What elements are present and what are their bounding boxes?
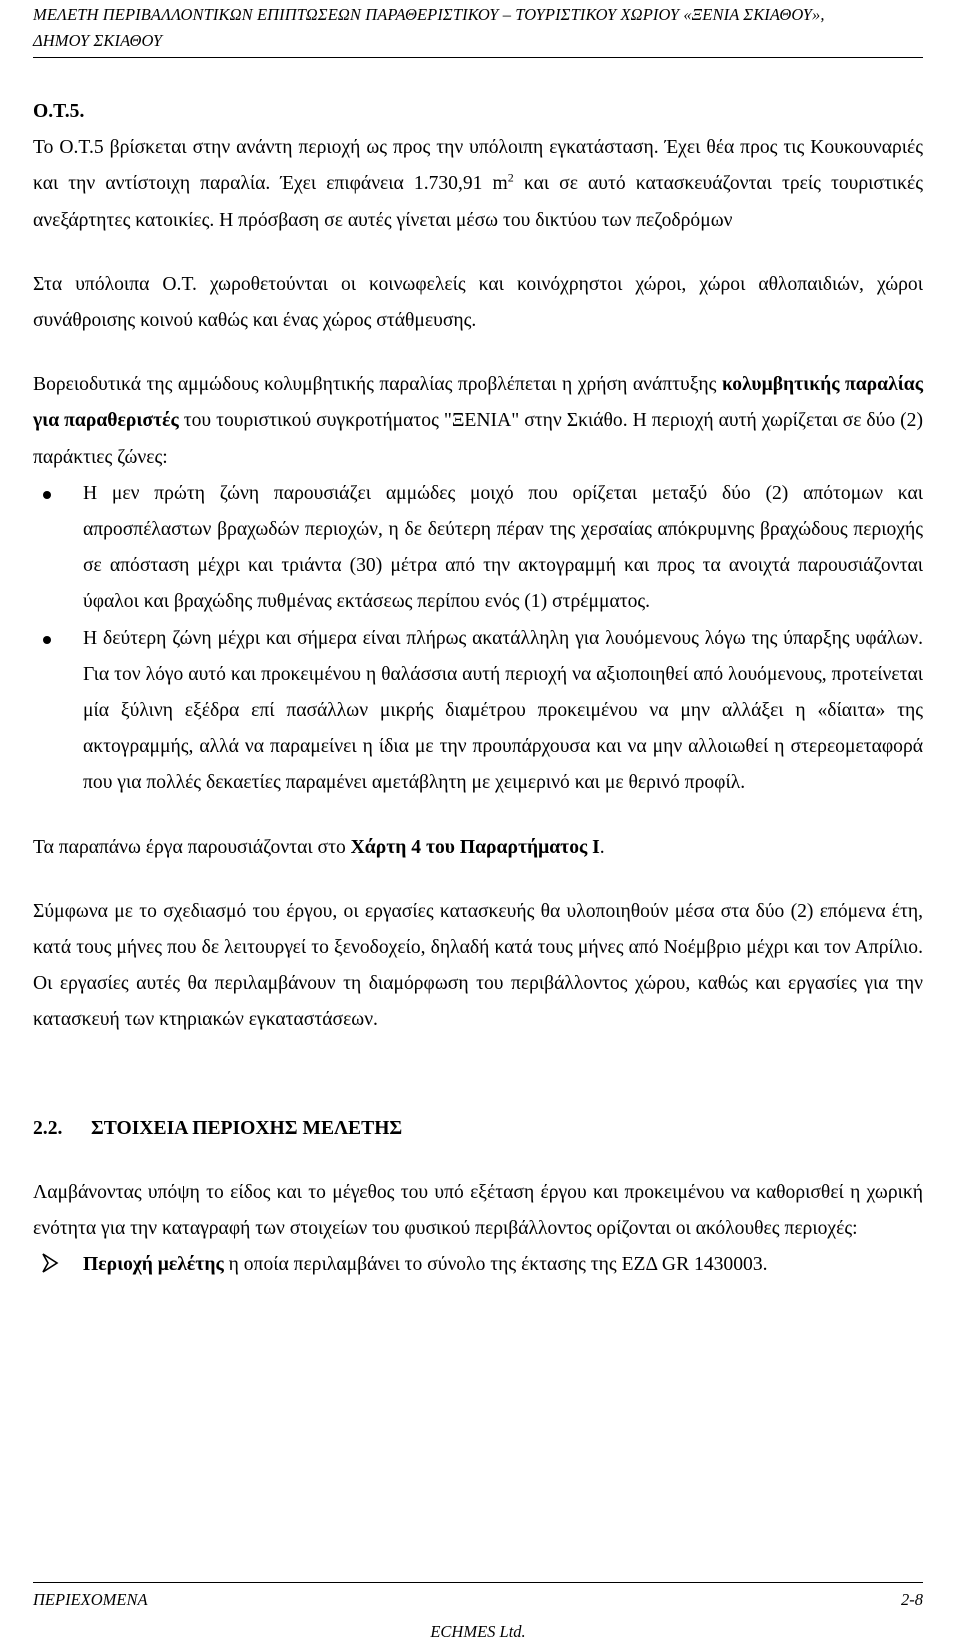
paragraph-text: και σε αυτό κατασκευάζονται τρείς τουριστικές ανεξάρτητες κατοικίες. Η πρόσβαση σε αυτές γίνεται μέσω του δικτύου των πεζοδρόμων — [33, 173, 923, 231]
paragraph-section-intro: Λαμβάνοντας υπόψη το είδος και το μέγεθος του υπό εξέταση έργου και προκειμένου να καθορισθεί η χωρική ενότητα για την καταγραφή των στοιχείων του φυσικού περιβάλλοντος ορίζονται οι ακόλουθες περιοχές: — [33, 1181, 923, 1240]
section-heading — [33, 1111, 923, 1147]
header-line-1: ΜΕΛΕΤΗ ΠΕΡΙΒΑΛΛΟΝΤΙΚΩΝ ΕΠΙΠΤΩΣΕΩΝ ΠΑΡΑΘΕΡΙΣΤΙΚΟΥ – ΤΟΥΡΙΣΤΙΚΟΥ ΧΩΡΙΟΥ «ΞΕΝΙΑ ΣΚΙΑΘΟΥ», — [33, 5, 825, 24]
paragraph-text: Το Ο.Τ.5 βρίσκεται στην ανάντη περιοχή ως προς την υπόλοιπη εγκατάσταση. Έχει θέα προς τις Κουκουναριές και την αντίστοιχη παραλία. Έχει επιφάνεια 1.730,91 m — [33, 137, 923, 195]
paragraph-map-reference — [33, 830, 923, 866]
paragraph-text: Τα παραπάνω έργα παρουσιάζονται στο — [33, 836, 351, 858]
arrow-bullet-icon — [41, 1251, 59, 1275]
footer-left-label: ΠΕΡΙΕΧΟΜΕΝΑ — [33, 1590, 148, 1609]
paragraph-other-blocks: Στα υπόλοιπα Ο.Τ. χωροθετούνται οι κοινωφελείς και κοινόχρηστοι χώροι, χώροι αθλοπαιδιών, χώροι συνάθροισης κοινού καθώς και ένας χώρος στάθμευσης. — [33, 273, 923, 332]
list-item-text: Η δεύτερη ζώνη μέχρι και σήμερα είναι πλήρως ακατάλληλη για λουόμενους λόγω της ύπαρξης υφάλων. Για τον λόγο αυτό και προκειμένου η θαλάσσια αυτή περιοχή να αξιοποιηθεί από λουόμενους, προτείνεται μία ξύλινη εξέδρα επί πασάλλων μικρής διαμέτρου προκειμένου να μην αλλάξει η «δίαιτα» της ακτογραμμής, αλλά να παραμείνει η ίδια με την προυπάρχουσα και να μην αλλοιωθεί η στερεομεταφορά που για πολλές δεκαετίες παραμένει αμετάβλητη με χειμερινό και με θερινό προφίλ. — [83, 627, 923, 794]
bold-text: Χάρτη 4 του Παραρτήματος Ι — [350, 836, 600, 858]
list-item-text: Η μεν πρώτη ζώνη παρουσιάζει αμμώδες μοιχό που ορίζεται μεταξύ δύο (2) απότομων και απροσπέλαστων βραχωδών περιοχών, η δε δεύτερη πέραν της χερσαίας απόκρυμνης βραχώδους περιοχής σε απόσταση μέχρι και τριάντα (30) μέτρα από την ακτογραμμή και προς τα ανοιχτά παρουσιάζονται ύφαλοι και βραχώδης πυθμένας εκτάσεως περίπου ενός (1) στρέμματος. — [83, 482, 923, 613]
page-number: 2-8 — [901, 1590, 923, 1609]
paragraph-text: . — [599, 836, 605, 858]
running-header — [33, 2, 923, 54]
zones-bullet-list — [33, 476, 923, 802]
areas-list — [33, 1247, 923, 1283]
list-item — [33, 476, 923, 621]
header-line-2: ΔΗΜΟΥ ΣΚΙΑΘΟΥ — [33, 31, 163, 50]
section-number: 2.2. — [33, 1117, 63, 1139]
paragraph-ot5-description — [33, 130, 923, 239]
bold-text: Περιοχή μελέτης — [83, 1254, 224, 1276]
bullet-icon — [43, 491, 51, 499]
list-item-text: η οποία περιλαμβάνει το σύνολο της έκτασης της ΕΖΔ GR 1430003. — [223, 1254, 768, 1276]
paragraph-beach — [33, 367, 923, 476]
header-rule — [33, 57, 923, 58]
subsection-heading: Ο.Τ.5. — [33, 101, 85, 122]
paragraph-schedule: Σύμφωνα με το σχεδιασμό του έργου, οι εργασίες κατασκευής θα υλοποιηθούν μέσα στα δύο (2) επόμενα έτη, κατά τους μήνες που δε λειτουργεί το ξενοδοχείο, δηλαδή κατά τους μήνες από Νοέμβριο μέχρι και τον Απρίλιο. Οι εργασίες αυτές θα περιλαμβάνουν τη διαμόρφωση του περιβάλλοντος χώρου, καθώς και εργασίες για την κατασκευή των κτηριακών εγκαταστάσεων. — [33, 900, 923, 1031]
section-title: ΣΤΟΙΧΕΙΑ ΠΕΡΙΟΧΗΣ ΜΕΛΕΤΗΣ — [91, 1117, 403, 1139]
paragraph-text: του τουριστικού συγκροτήματος "ΞΕΝΙΑ" στην Σκιάθο. Η περιοχή αυτή χωρίζεται σε δύο (2) παράκτιες ζώνες: — [33, 410, 923, 468]
superscript: 2 — [507, 170, 514, 185]
list-item — [33, 621, 923, 802]
paragraph-text: Βορειοδυτικά της αμμώδους κολυμβητικής παραλίας προβλέπεται η χρήση ανάπτυξης — [33, 374, 722, 396]
document-body — [33, 94, 923, 1283]
footer-company: ECHMES Ltd. — [430, 1622, 526, 1641]
bullet-icon — [43, 636, 51, 644]
bold-text: κολυμβητικής παραλίας για παραθεριστές — [33, 374, 924, 432]
footer-rule — [33, 1582, 923, 1583]
list-item — [33, 1247, 923, 1283]
